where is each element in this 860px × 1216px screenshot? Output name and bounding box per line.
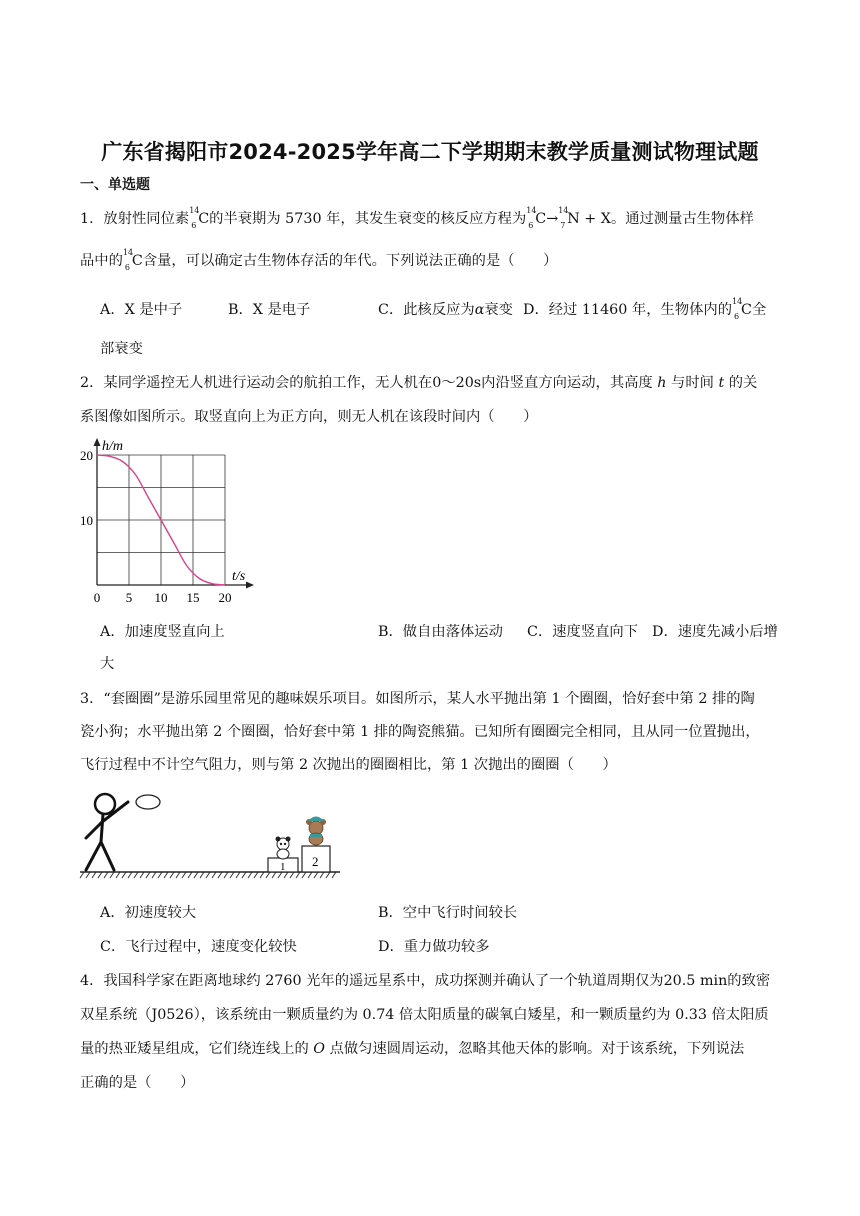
nuclide-c14-equation: 14 6 C xyxy=(526,206,547,230)
svg-text:2: 2 xyxy=(312,854,319,869)
q4-line-1: 4．我国科学家在距离地球约 2760 光年的遥远星系中，成功探测并确认了一个轨道周期仅为20.5 min的致密 xyxy=(80,973,771,989)
q1-option-d-cont: 部衰变 xyxy=(100,341,143,357)
q3-option-c[interactable]: C．飞行过程中，速度变化较快 xyxy=(100,939,297,955)
nuclide-c14: 14 6 C xyxy=(732,297,752,321)
q3-line-2: 瓷小狗；水平抛出第 2 个圈圈，恰好套中第 1 排的陶瓷熊猫。已知所有圈圈完全相同，且从同一位置抛出， xyxy=(80,724,760,740)
x-tick-label: 20 xyxy=(218,590,232,605)
q2-line-1: 2．某同学遥控无人机进行运动会的航拍工作，无人机在0～20s内沿竖直方向运动，其高度 h 与时间 t 的关 xyxy=(80,375,758,391)
q1-option-b[interactable]: B．X 是电子 xyxy=(228,302,311,318)
x-tick-label: 5 xyxy=(125,590,133,605)
q3-option-d[interactable]: D．重力做功较多 xyxy=(378,939,490,955)
q1-option-a[interactable]: A．X 是中子 xyxy=(100,302,183,318)
q2-option-d[interactable]: D．速度先减小后增 xyxy=(652,624,778,640)
q4-line-2: 双星系统（J0526），该系统由一颗质量约为 0.74 倍太阳质量的碳氧白矮星，和一颗质量约为 0.33 倍太阳质 xyxy=(80,1007,769,1023)
y-tick-label: 10 xyxy=(80,513,93,528)
y-axis-label: h/m xyxy=(102,439,123,454)
x-axis-arrow xyxy=(246,582,254,589)
panda-figure xyxy=(276,837,291,860)
q2-line-2: 系图像如图所示。取竖直向上为正方向，则无人机在该段时间内（ ） xyxy=(80,409,538,425)
chart-axes xyxy=(94,438,255,589)
q3-option-b[interactable]: B．空中飞行时间较长 xyxy=(378,905,518,921)
q1-line-2: 品中的 14 6 C含量，可以确定古生物体存活的年代。下列说法正确的是（ ） xyxy=(80,248,558,272)
q2-option-b[interactable]: B．做自由落体运动 xyxy=(378,624,503,640)
q3-line-3: 飞行过程中不计空气阻力，则与第 2 次抛出的圈圈相比，第 1 次抛出的圈圈（ ） xyxy=(80,757,617,773)
q3-line-1: 3．“套圈圈”是游乐园里常见的趣味娱乐项目。如图所示，某人水平抛出第 1 个圈圈，恰好套中第 2 排的陶 xyxy=(80,691,755,707)
q2-option-d-cont: 大 xyxy=(100,656,115,672)
x-axis-label: t/s xyxy=(232,569,246,584)
q1-option-c[interactable]: C．此核反应为α衰变 xyxy=(378,302,513,318)
q1-line-1: 1．放射性同位素 14 6 C的半衰期为 5730 年，其发生衰变的核反应方程为 14 6 C→ 14 7 N + X。通过测量古生物体样 xyxy=(80,206,754,230)
x-tick-label: 0 xyxy=(93,590,101,605)
height-time-chart xyxy=(70,432,260,607)
svg-text:1: 1 xyxy=(280,861,286,873)
q3-option-a[interactable]: A．初速度较大 xyxy=(100,905,197,921)
q4-line-4: 正确的是（ ） xyxy=(80,1075,195,1091)
ground-hatching xyxy=(80,872,336,878)
x-tick-label: 10 xyxy=(154,590,168,605)
nuclide-c14: 14 6 C xyxy=(189,206,210,230)
nuclide-c14: 14 6 C xyxy=(122,248,143,272)
q4-line-3: 量的热亚矮星组成，它们绕连线上的 O 点做匀速圆周运动，忽略其他天体的影响。对于该系统，下列说法 xyxy=(80,1041,745,1057)
q2-option-c[interactable]: C．速度竖直向下 xyxy=(527,624,639,640)
nuclide-n14: 14 7 N xyxy=(558,206,580,230)
ring-toss-figure xyxy=(78,786,343,886)
reaction-arrow: → xyxy=(546,211,559,227)
dog-figure xyxy=(306,817,326,846)
stick-person xyxy=(86,794,128,870)
ring xyxy=(136,795,160,809)
page-title: 广东省揭阳市2024-2025学年高二下学期期末教学质量测试物理试题 xyxy=(101,140,759,164)
y-tick-label: 20 xyxy=(80,448,93,463)
q2-option-a[interactable]: A．加速度竖直向上 xyxy=(100,624,225,640)
x-tick-label: 15 xyxy=(186,590,200,605)
y-axis-arrow xyxy=(94,438,101,446)
section-heading: 一、单选题 xyxy=(80,177,150,193)
q1-option-d[interactable]: D．经过 11460 年，生物体内的 14 6 C全 xyxy=(523,297,767,321)
